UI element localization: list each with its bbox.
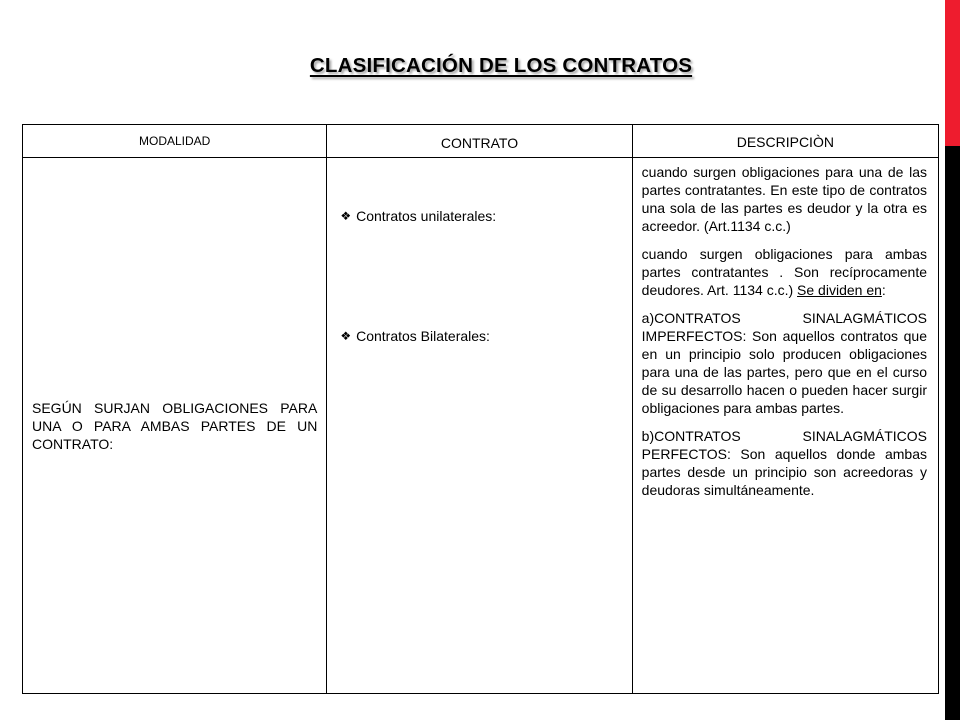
contract-item-unilateral [340,208,496,224]
contrato-cell [327,158,632,694]
modalidad-cell: SEGÚN SURJAN OBLIGACIONES PARA UNA O PARA AMBAS PARTES DE UN CONTRATO: [23,158,327,694]
contract-label: Contratos Bilaterales: [356,328,490,344]
description-bilateral-intro: cuando surgen obligaciones para ambas partes contratantes . Son recíprocamente deudores. Art. 1134 c.c.) [641,246,927,298]
table-row [23,158,939,694]
contract-item-bilateral [340,328,490,344]
description-unilateral: cuando surgen obligaciones para una de las partes contratantes. En este tipo de contratos una sola de las partes es deudor y la otra es acreedor. (Art.1134 c.c.) [641,164,927,234]
description-perfectos: b)CONTRATOS SINALAGMÁTICOS PERFECTOS: Son aquellos donde ambas partes desde un principio son acreedoras y deudoras simultáneamente. [641,428,927,498]
page-title: CLASIFICACIÓN DE LOS CONTRATOS [309,54,693,77]
contracts-table [22,124,939,694]
description-bilateral [642,245,927,299]
accent-bar-black [945,146,960,720]
description-bilateral-colon: : [881,282,886,298]
description-bilateral-divide: Se dividen en [797,282,882,298]
contract-label: Contratos unilaterales: [356,208,497,224]
table-header-row [23,125,939,158]
header-modalidad: MODALIDAD [23,125,327,158]
header-contrato: CONTRATO [327,125,632,158]
diamond-bullet-icon: ❖ [340,209,352,223]
descripcion-cell [632,158,938,694]
header-descripcion: DESCRIPCIÒN [632,125,938,158]
description-imperfectos: a)CONTRATOS SINALAGMÁTICOS IMPERFECTOS: Son aquellos contratos que en un principio solo producen obligaciones para una de las partes, pero que en el curso de su desarrollo hacen o pueden hacer surgir obligaciones para ambas partes. [641,310,927,416]
diamond-bullet-icon: ❖ [340,329,352,343]
